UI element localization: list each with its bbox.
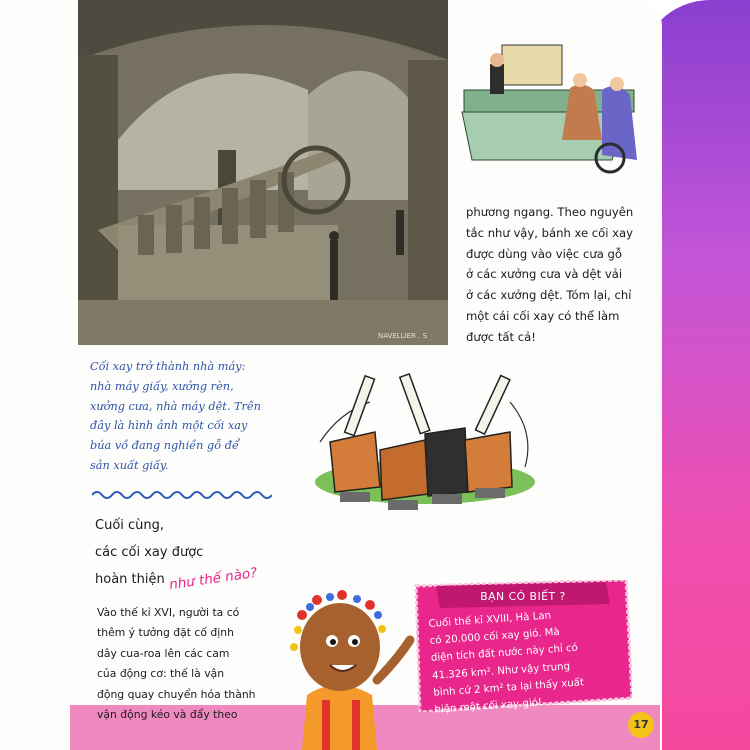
body-line: Vào thế kỉ XVI, người ta có <box>97 606 240 619</box>
body-line: động quay chuyển hóa thành <box>97 687 256 701</box>
right-text-line: được tất cả! <box>466 329 536 344</box>
paper-mill-engraving <box>78 0 448 345</box>
caption-line: sản xuất giấy. <box>90 458 169 472</box>
engraving-caption <box>90 357 280 476</box>
caption-line: xưởng cưa, nhà máy dệt. Trên <box>90 399 261 413</box>
right-column-text <box>466 202 644 348</box>
right-text-line: một cái cối xay có thể làm <box>466 308 620 323</box>
girl-pointing-illustration <box>282 585 422 750</box>
weaving-loom-illustration <box>452 40 642 180</box>
infobox-line: bình cứ 2 km² ta lại thấy xuất <box>433 677 585 699</box>
body-line: dây cua-roa lên các cam <box>97 646 230 660</box>
heading-line: các cối xay được <box>95 545 204 560</box>
windmills-illustration <box>300 362 550 527</box>
section-heading <box>95 512 285 593</box>
infobox-title: BẠN CÓ BIẾT ? <box>480 590 566 603</box>
infobox-line: Cuối thế kỉ XVIII, Hà Lan <box>428 610 552 630</box>
right-text-line: ở các xưởng cưa và dệt vải <box>466 267 623 282</box>
body-line: của động cơ: thế là vận <box>97 667 225 681</box>
body-line: thêm ý tưởng đặt cố định <box>97 626 234 640</box>
heading-highlight: như thế nào? <box>168 564 259 594</box>
right-text-line: ở các xưởng dệt. Tóm lại, chỉ <box>466 288 632 303</box>
body-text-left <box>97 603 277 725</box>
infobox-line: có 20.000 cối xay gió. Mà <box>429 627 561 648</box>
page-number: 17 <box>628 712 654 738</box>
wavy-divider <box>92 488 272 502</box>
heading-line-with-highlight <box>95 566 285 593</box>
caption-line: búa vồ đang nghiền gỗ để <box>90 439 239 453</box>
caption-line: nhà máy giấy, xưởng rèn, <box>90 379 234 393</box>
caption-line: đây là hình ảnh một cối xay <box>90 419 248 433</box>
right-text-line: tắc như vậy, bánh xe cối xay <box>466 225 634 240</box>
right-text-line: được dùng vào việc cưa gỗ <box>466 246 622 261</box>
right-text-line: phương ngang. Theo nguyên <box>466 205 634 219</box>
engraving-signature: NAVELLIER . S <box>378 332 428 340</box>
caption-line: Cối xay trở thành nhà máy: <box>90 360 246 373</box>
infobox-line: 41.326 km². Như vậy trung <box>431 660 571 682</box>
infobox-line: hiện một cối xay gió! <box>434 697 543 716</box>
body-line: vận động kéo và đẩy theo <box>97 708 238 722</box>
heading-line: hoàn thiện <box>95 572 165 587</box>
did-you-know-box <box>410 580 632 716</box>
infobox-text <box>428 603 623 719</box>
heading-line: Cuối cùng, <box>95 518 165 533</box>
infobox-line: diện tích đất nước này chỉ có <box>430 643 579 665</box>
